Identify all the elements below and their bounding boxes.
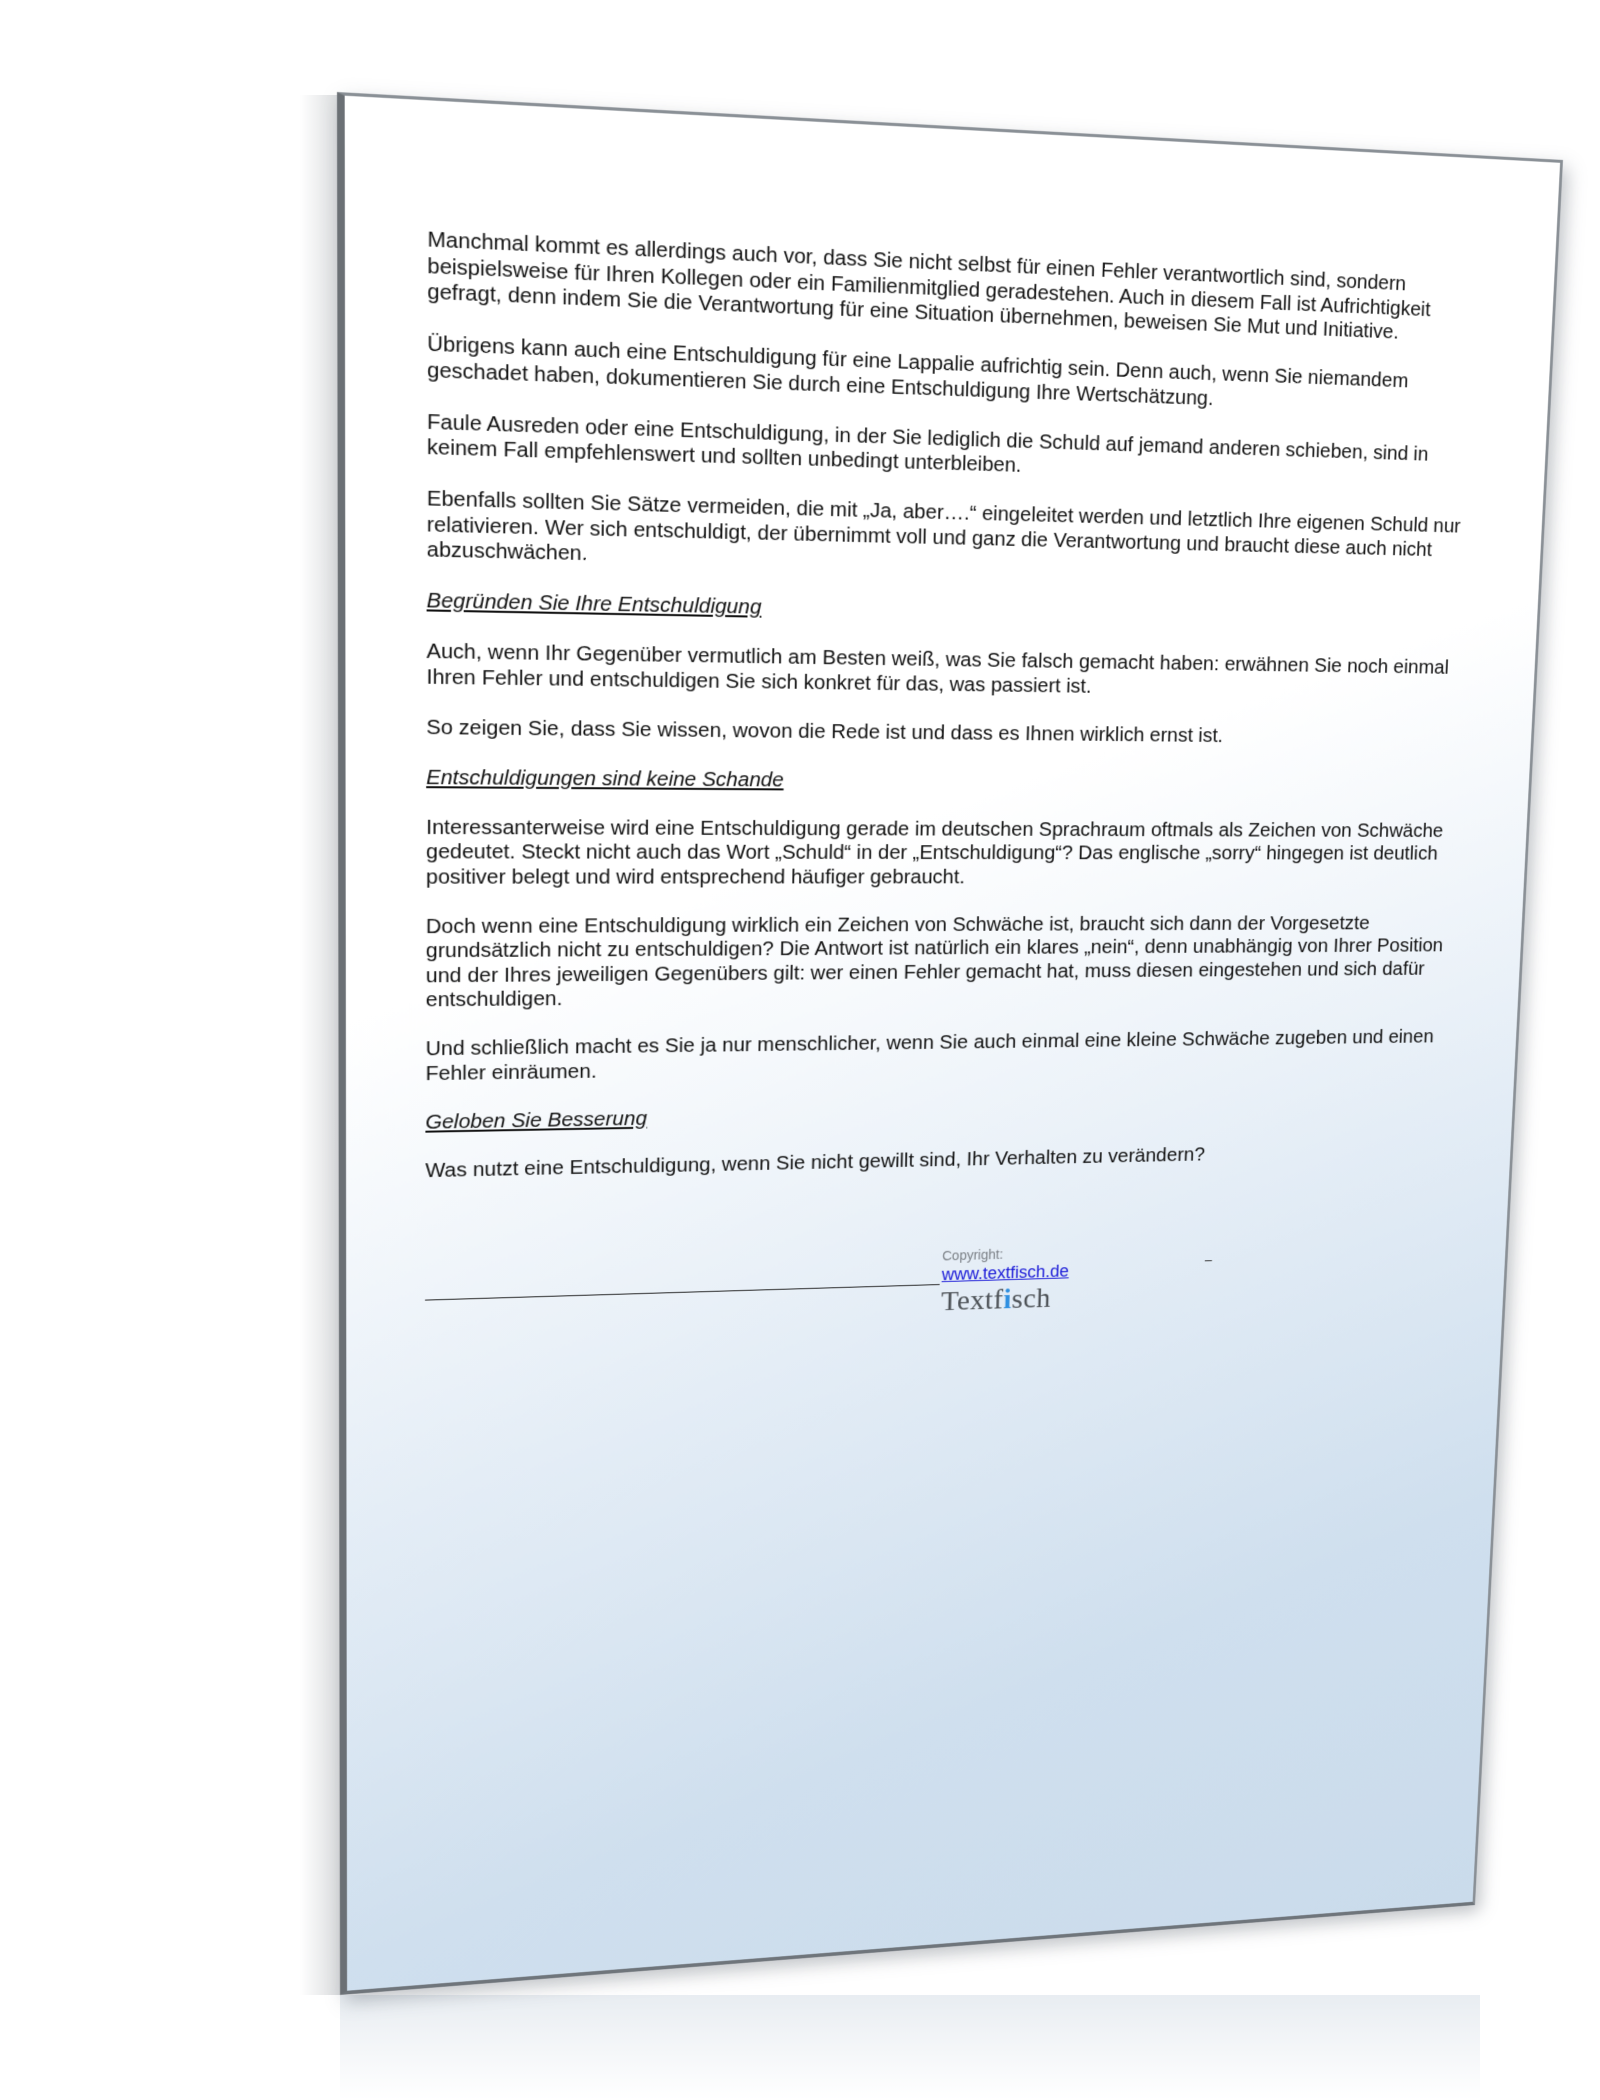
website-link[interactable]: www.textfisch.de	[941, 1261, 1070, 1285]
paragraph: Faule Ausreden oder eine Entschuldigung, in der Sie lediglich die Schuld auf jemand anderen schieben, sind in keinem Fall empfehlenswert und sollten unbedingt unterbleiben.	[426, 409, 1429, 477]
section-heading: Begründen Sie Ihre Entschuldigung	[426, 588, 762, 619]
textfisch-logo	[941, 1283, 1052, 1318]
page-dash: –	[1204, 1251, 1213, 1267]
section-heading: Entschuldigungen sind keine Schande	[426, 765, 784, 791]
paragraph: Und schließlich macht es Sie ja nur menschlicher, wenn Sie auch einmal eine kleine Schwäche zugeben und einen Fehler einräumen.	[425, 1025, 1435, 1085]
paragraph: Interessanterweise wird eine Entschuldigung gerade im deutschen Sprachraum oftmals als Zeichen von Schwäche gedeutet. Steckt nicht auch das Wort „Schuld“ in der „Entschuldigung“? Das englische „sorry“ hingegen ist deutlich positiver belegt und wird entsprechend häufiger gebraucht.	[425, 815, 1444, 889]
copyright-label: Copyright:	[942, 1246, 1004, 1264]
page-shadow	[300, 95, 340, 1995]
paragraph: Übrigens kann auch eine Entschuldigung für eine Lappalie aufrichtig sein. Denn auch, wenn Sie niemandem geschadet haben, dokumentieren Sie durch eine Entschuldigung Ihre Wertschätzung.	[427, 331, 1409, 410]
page-footer	[425, 1234, 1441, 1379]
paragraph: Auch, wenn Ihr Gegenüber vermutlich am Besten weiß, was Sie falsch gemacht haben: erwähnen Sie noch einmal Ihren Fehler und entschuldigen Sie sich konkret für das, was passiert ist.	[426, 639, 1450, 698]
signature-line	[425, 1284, 940, 1301]
document-body	[425, 227, 1486, 1207]
paragraph: Doch wenn eine Entschuldigung wirklich ein Zeichen von Schwäche ist, braucht sich dann der Vorgesetzte grundsätzlich nicht zu entschuldigen? Die Antwort ist natürlich ein klares „nein“, denn unabhängig von Ihrer Position und der Ihres jeweiligen Gegenübers gilt: wer einen Fehler gemacht hat, muss diesen eingestehen und sich dafür entschuldigen.	[425, 911, 1444, 1012]
page-reflection	[340, 1995, 1480, 2100]
logo-text-prefix: Textf	[940, 1283, 1004, 1317]
paragraph: Manchmal kommt es allerdings auch vor, dass Sie nicht selbst für einen Fehler verantwortlich sind, sondern beispielsweise für Ihren Kollegen oder ein Familienmitglied geradestehen. Auch in diesem Fall ist Aufrichtigkeit gefragt, denn indem Sie die Verantwortung für eine Situation übernehmen, beweisen Sie Mut und Initiative.	[427, 227, 1432, 344]
paragraph: Was nutzt eine Entschuldigung, wenn Sie nicht gewillt sind, Ihr Verhalten zu verändern?	[425, 1143, 1206, 1182]
document-page	[337, 92, 1563, 1995]
fish-icon: i	[1002, 1283, 1013, 1315]
logo-text-suffix: sch	[1011, 1282, 1052, 1315]
paragraph: Ebenfalls sollten Sie Sätze vermeiden, die mit „Ja, aber….“ eingeleitet werden und letztlich Ihre eigenen Schuld nur relativieren. Wer sich entschuldigt, der übernimmt voll und ganz die Verantwortung und braucht diese auch nicht abzuschwächen.	[426, 486, 1462, 566]
section-heading: Geloben Sie Besserung	[425, 1106, 648, 1134]
paragraph: So zeigen Sie, dass Sie wissen, wovon die Rede ist und dass es Ihnen wirklich ernst ist.	[426, 715, 1224, 747]
